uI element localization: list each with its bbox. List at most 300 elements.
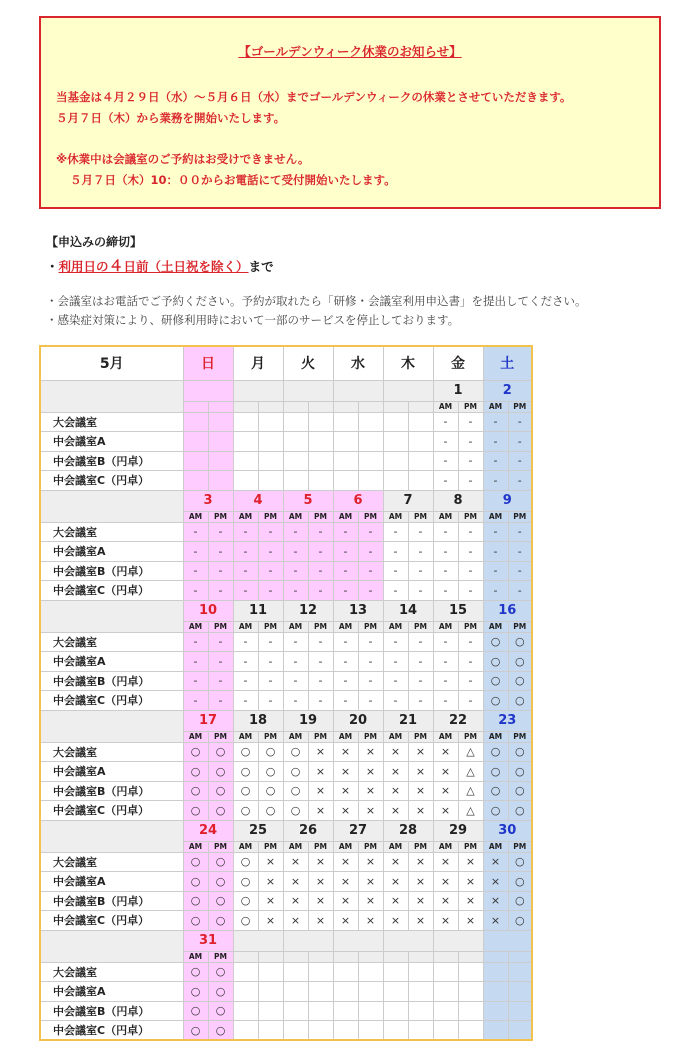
availability-cell: - bbox=[433, 581, 458, 601]
availability-cell: - bbox=[383, 561, 408, 581]
availability-cell: × bbox=[308, 801, 333, 821]
availability-cell: × bbox=[258, 891, 283, 911]
availability-cell: ○ bbox=[483, 632, 508, 652]
availability-cell: - bbox=[458, 522, 483, 542]
pm-label bbox=[408, 401, 433, 412]
availability-cell bbox=[383, 412, 408, 432]
am-label: AM bbox=[483, 401, 508, 412]
date-cell: 21 bbox=[383, 710, 433, 731]
date-cell: 26 bbox=[283, 820, 333, 841]
room-availability-row bbox=[40, 781, 532, 801]
availability-cell bbox=[183, 432, 208, 452]
date-cell: 16 bbox=[483, 600, 532, 621]
availability-cell: × bbox=[433, 762, 458, 782]
pm-label: PM bbox=[408, 511, 433, 522]
availability-cell: - bbox=[433, 542, 458, 562]
room-availability-row bbox=[40, 1001, 532, 1021]
room-availability-row bbox=[40, 691, 532, 711]
availability-cell: - bbox=[433, 412, 458, 432]
availability-cell bbox=[233, 982, 258, 1002]
date-cell: 27 bbox=[333, 820, 383, 841]
availability-cell: × bbox=[258, 872, 283, 892]
availability-cell bbox=[233, 1021, 258, 1041]
deadline-bullet: ・ bbox=[46, 259, 59, 274]
availability-cell bbox=[383, 962, 408, 982]
availability-cell: ○ bbox=[208, 911, 233, 931]
availability-cell: - bbox=[333, 652, 358, 672]
availability-cell bbox=[408, 982, 433, 1002]
date-cell bbox=[183, 380, 233, 401]
availability-cell bbox=[408, 432, 433, 452]
availability-cell: ○ bbox=[483, 671, 508, 691]
date-cell bbox=[283, 930, 333, 951]
availability-cell: ○ bbox=[508, 801, 532, 821]
am-label: AM bbox=[333, 841, 358, 852]
availability-cell: - bbox=[358, 561, 383, 581]
am-label bbox=[333, 951, 358, 962]
availability-cell: - bbox=[183, 652, 208, 672]
availability-cell bbox=[408, 451, 433, 471]
availability-cell: × bbox=[333, 891, 358, 911]
room-name: 大会議室 bbox=[40, 742, 183, 762]
weekday-header-3: 水 bbox=[333, 346, 383, 380]
pm-label: PM bbox=[508, 731, 532, 742]
availability-cell: ○ bbox=[258, 781, 283, 801]
availability-cell: × bbox=[458, 911, 483, 931]
availability-cell bbox=[458, 962, 483, 982]
availability-cell bbox=[308, 432, 333, 452]
availability-cell: ○ bbox=[233, 891, 258, 911]
availability-cell: × bbox=[408, 742, 433, 762]
room-name: 中会議室C（円卓） bbox=[40, 801, 183, 821]
am-label: AM bbox=[383, 621, 408, 632]
room-name: 中会議室A bbox=[40, 982, 183, 1002]
availability-cell: - bbox=[408, 671, 433, 691]
pm-label: PM bbox=[458, 841, 483, 852]
weekday-header-5: 金 bbox=[433, 346, 483, 380]
availability-cell: - bbox=[283, 581, 308, 601]
availability-cell: × bbox=[408, 762, 433, 782]
availability-cell: ○ bbox=[508, 891, 532, 911]
availability-cell: - bbox=[283, 632, 308, 652]
week-label-cell bbox=[40, 380, 183, 412]
availability-cell: × bbox=[308, 872, 333, 892]
weekday-header-6: 土 bbox=[483, 346, 532, 380]
availability-cell bbox=[258, 1001, 283, 1021]
notice-phone-start: ５月７日（木）10：００からお電話にて受付開始いたします。 bbox=[70, 173, 396, 187]
availability-cell: ○ bbox=[283, 801, 308, 821]
availability-cell: ○ bbox=[283, 781, 308, 801]
availability-cell: ○ bbox=[208, 962, 233, 982]
pm-label: PM bbox=[208, 621, 233, 632]
am-label: AM bbox=[333, 511, 358, 522]
availability-cell: - bbox=[233, 542, 258, 562]
availability-cell: - bbox=[258, 542, 283, 562]
availability-cell: - bbox=[433, 561, 458, 581]
date-cell: 11 bbox=[233, 600, 283, 621]
availability-cell bbox=[483, 1001, 508, 1021]
availability-cell bbox=[358, 1021, 383, 1041]
room-availability-row bbox=[40, 451, 532, 471]
availability-cell: - bbox=[458, 581, 483, 601]
availability-cell: - bbox=[483, 432, 508, 452]
availability-cell: - bbox=[458, 671, 483, 691]
date-cell: 7 bbox=[383, 490, 433, 511]
room-availability-row bbox=[40, 762, 532, 782]
availability-cell: × bbox=[283, 891, 308, 911]
availability-cell bbox=[383, 451, 408, 471]
pm-label: PM bbox=[408, 621, 433, 632]
availability-cell: × bbox=[308, 891, 333, 911]
availability-cell: - bbox=[308, 581, 333, 601]
date-cell: 28 bbox=[383, 820, 433, 841]
room-name: 中会議室C（円卓） bbox=[40, 471, 183, 491]
availability-cell: × bbox=[483, 872, 508, 892]
availability-cell: × bbox=[408, 891, 433, 911]
pm-label: PM bbox=[208, 951, 233, 962]
availability-cell: × bbox=[408, 872, 433, 892]
am-label: AM bbox=[333, 621, 358, 632]
am-label: AM bbox=[483, 621, 508, 632]
room-name: 中会議室B（円卓） bbox=[40, 451, 183, 471]
availability-cell bbox=[183, 451, 208, 471]
am-label: AM bbox=[233, 511, 258, 522]
availability-cell bbox=[508, 1001, 532, 1021]
availability-cell bbox=[408, 471, 433, 491]
am-label: AM bbox=[433, 621, 458, 632]
date-cell: 17 bbox=[183, 710, 233, 731]
availability-cell: × bbox=[308, 911, 333, 931]
availability-cell: ○ bbox=[508, 781, 532, 801]
availability-cell: ○ bbox=[233, 872, 258, 892]
availability-cell: × bbox=[458, 872, 483, 892]
am-label bbox=[283, 951, 308, 962]
availability-cell: × bbox=[483, 911, 508, 931]
am-label: AM bbox=[233, 841, 258, 852]
availability-cell: ○ bbox=[483, 742, 508, 762]
am-label bbox=[483, 951, 508, 962]
date-cell: 13 bbox=[333, 600, 383, 621]
availability-cell: × bbox=[408, 911, 433, 931]
availability-cell: - bbox=[383, 581, 408, 601]
availability-cell bbox=[333, 962, 358, 982]
availability-cell bbox=[258, 471, 283, 491]
availability-cell bbox=[308, 412, 333, 432]
week-label-cell bbox=[40, 820, 183, 852]
week-date-row bbox=[40, 930, 532, 951]
am-label bbox=[183, 401, 208, 412]
closure-notice-box bbox=[39, 16, 661, 209]
availability-cell bbox=[508, 962, 532, 982]
availability-cell: - bbox=[258, 632, 283, 652]
availability-cell: ○ bbox=[258, 801, 283, 821]
availability-cell bbox=[283, 1001, 308, 1021]
availability-cell: ○ bbox=[508, 852, 532, 872]
room-availability-row bbox=[40, 632, 532, 652]
availability-cell: - bbox=[408, 581, 433, 601]
pm-label: PM bbox=[508, 841, 532, 852]
availability-cell: ○ bbox=[508, 742, 532, 762]
availability-cell bbox=[358, 471, 383, 491]
date-cell: 23 bbox=[483, 710, 532, 731]
availability-cell bbox=[208, 451, 233, 471]
availability-cell: - bbox=[183, 542, 208, 562]
availability-cell: - bbox=[408, 561, 433, 581]
availability-cell bbox=[458, 982, 483, 1002]
date-cell bbox=[333, 380, 383, 401]
am-label: AM bbox=[183, 951, 208, 962]
availability-cell: ○ bbox=[483, 762, 508, 782]
availability-cell: - bbox=[333, 581, 358, 601]
availability-cell: × bbox=[383, 801, 408, 821]
availability-cell: - bbox=[183, 691, 208, 711]
availability-cell bbox=[283, 1021, 308, 1041]
pm-label: PM bbox=[458, 401, 483, 412]
weekday-header-4: 木 bbox=[383, 346, 433, 380]
availability-cell: × bbox=[483, 891, 508, 911]
availability-cell: - bbox=[433, 632, 458, 652]
availability-cell bbox=[183, 471, 208, 491]
availability-cell bbox=[483, 982, 508, 1002]
availability-cell: - bbox=[458, 432, 483, 452]
availability-cell: ○ bbox=[208, 982, 233, 1002]
availability-cell: ○ bbox=[508, 671, 532, 691]
room-availability-row bbox=[40, 982, 532, 1002]
deadline-red-text bbox=[59, 259, 249, 274]
availability-cell: - bbox=[508, 412, 532, 432]
availability-cell bbox=[483, 962, 508, 982]
availability-cell: × bbox=[333, 781, 358, 801]
availability-cell: × bbox=[358, 762, 383, 782]
am-label bbox=[233, 401, 258, 412]
availability-cell: × bbox=[408, 781, 433, 801]
availability-cell: - bbox=[358, 632, 383, 652]
availability-cell: ○ bbox=[183, 852, 208, 872]
pm-label: PM bbox=[508, 401, 532, 412]
availability-cell: △ bbox=[458, 801, 483, 821]
availability-cell: - bbox=[258, 561, 283, 581]
availability-cell: - bbox=[483, 561, 508, 581]
room-name: 大会議室 bbox=[40, 962, 183, 982]
availability-cell: × bbox=[433, 852, 458, 872]
am-label bbox=[283, 401, 308, 412]
availability-cell bbox=[333, 1001, 358, 1021]
availability-cell bbox=[283, 412, 308, 432]
date-cell bbox=[433, 930, 483, 951]
date-cell: 31 bbox=[183, 930, 233, 951]
week-date-row bbox=[40, 490, 532, 511]
room-name: 中会議室A bbox=[40, 432, 183, 452]
availability-cell bbox=[383, 982, 408, 1002]
date-cell bbox=[383, 380, 433, 401]
availability-cell: - bbox=[358, 542, 383, 562]
pm-label bbox=[308, 951, 333, 962]
availability-cell: ○ bbox=[183, 872, 208, 892]
availability-cell: - bbox=[258, 691, 283, 711]
pm-label: PM bbox=[358, 731, 383, 742]
availability-cell: × bbox=[308, 742, 333, 762]
weekday-header-2: 火 bbox=[283, 346, 333, 380]
room-name: 中会議室C（円卓） bbox=[40, 581, 183, 601]
am-label bbox=[433, 951, 458, 962]
availability-cell bbox=[258, 982, 283, 1002]
availability-cell bbox=[333, 1021, 358, 1041]
date-cell: 2 bbox=[483, 380, 532, 401]
notice-no-reservations: ※休業中は会議室のご予約はお受けできません。 bbox=[56, 152, 310, 166]
deadline-red-a: 利用日の bbox=[58, 259, 109, 274]
availability-cell: - bbox=[283, 652, 308, 672]
am-label: AM bbox=[233, 621, 258, 632]
availability-cell: - bbox=[458, 652, 483, 672]
availability-cell bbox=[333, 471, 358, 491]
availability-cell: ○ bbox=[233, 801, 258, 821]
pm-label bbox=[208, 401, 233, 412]
availability-cell: - bbox=[483, 522, 508, 542]
availability-cell: ○ bbox=[283, 742, 308, 762]
availability-cell: - bbox=[208, 581, 233, 601]
availability-cell: - bbox=[458, 561, 483, 581]
availability-cell bbox=[383, 1001, 408, 1021]
pm-label: PM bbox=[308, 841, 333, 852]
availability-cell: × bbox=[433, 911, 458, 931]
availability-cell bbox=[333, 412, 358, 432]
availability-cell: - bbox=[383, 542, 408, 562]
availability-cell: ○ bbox=[183, 1001, 208, 1021]
pm-label: PM bbox=[458, 731, 483, 742]
availability-cell bbox=[383, 432, 408, 452]
date-cell: 3 bbox=[183, 490, 233, 511]
pm-label bbox=[258, 951, 283, 962]
availability-cell: ○ bbox=[233, 781, 258, 801]
availability-cell: × bbox=[433, 781, 458, 801]
availability-cell: - bbox=[208, 542, 233, 562]
availability-cell: - bbox=[483, 542, 508, 562]
date-cell: 12 bbox=[283, 600, 333, 621]
date-cell bbox=[233, 930, 283, 951]
availability-cell: × bbox=[433, 891, 458, 911]
am-label bbox=[233, 951, 258, 962]
availability-cell: ○ bbox=[208, 781, 233, 801]
am-label bbox=[383, 951, 408, 962]
week-label-cell bbox=[40, 490, 183, 522]
am-label: AM bbox=[333, 731, 358, 742]
availability-cell: × bbox=[258, 852, 283, 872]
am-label: AM bbox=[433, 401, 458, 412]
availability-cell: ○ bbox=[508, 762, 532, 782]
availability-cell: × bbox=[308, 762, 333, 782]
availability-cell: × bbox=[433, 801, 458, 821]
availability-cell: - bbox=[408, 691, 433, 711]
availability-cell bbox=[308, 1021, 333, 1041]
date-cell: 8 bbox=[433, 490, 483, 511]
availability-cell bbox=[258, 412, 283, 432]
availability-cell bbox=[233, 412, 258, 432]
availability-cell: - bbox=[358, 671, 383, 691]
room-name: 中会議室A bbox=[40, 542, 183, 562]
room-name: 中会議室A bbox=[40, 652, 183, 672]
availability-cell: - bbox=[508, 471, 532, 491]
availability-cell: - bbox=[508, 451, 532, 471]
availability-cell: - bbox=[308, 671, 333, 691]
info-service-suspension: ・感染症対策により、研修利用時において一部のサービスを停止しております。 bbox=[46, 313, 460, 327]
availability-cell bbox=[233, 451, 258, 471]
am-label: AM bbox=[433, 731, 458, 742]
availability-cell: ○ bbox=[183, 742, 208, 762]
availability-cell: - bbox=[283, 522, 308, 542]
room-availability-row bbox=[40, 561, 532, 581]
weekday-header-0: 日 bbox=[183, 346, 233, 380]
availability-cell: ○ bbox=[508, 632, 532, 652]
am-label: AM bbox=[183, 511, 208, 522]
availability-cell: ○ bbox=[233, 762, 258, 782]
availability-cell: ○ bbox=[283, 762, 308, 782]
availability-cell: × bbox=[333, 801, 358, 821]
room-name: 中会議室A bbox=[40, 872, 183, 892]
availability-cell bbox=[258, 432, 283, 452]
availability-cell: ○ bbox=[183, 911, 208, 931]
availability-cell: - bbox=[233, 561, 258, 581]
pm-label bbox=[458, 951, 483, 962]
am-label: AM bbox=[233, 731, 258, 742]
am-label: AM bbox=[433, 511, 458, 522]
date-cell: 9 bbox=[483, 490, 532, 511]
availability-cell bbox=[358, 962, 383, 982]
availability-cell: - bbox=[433, 432, 458, 452]
weekday-header-row bbox=[40, 346, 532, 380]
availability-cell: ○ bbox=[233, 852, 258, 872]
week-label-cell bbox=[40, 600, 183, 632]
availability-cell bbox=[308, 451, 333, 471]
availability-cell: × bbox=[358, 872, 383, 892]
availability-cell: - bbox=[183, 632, 208, 652]
weekday-header-1: 月 bbox=[233, 346, 283, 380]
date-cell: 20 bbox=[333, 710, 383, 731]
am-label: AM bbox=[183, 621, 208, 632]
availability-cell bbox=[358, 982, 383, 1002]
date-cell: 25 bbox=[233, 820, 283, 841]
room-availability-row bbox=[40, 1021, 532, 1041]
availability-cell: - bbox=[483, 412, 508, 432]
reservation-calendar bbox=[39, 345, 533, 1041]
availability-cell: × bbox=[358, 781, 383, 801]
availability-cell: - bbox=[383, 671, 408, 691]
availability-cell: ○ bbox=[183, 781, 208, 801]
availability-cell: - bbox=[183, 581, 208, 601]
availability-cell: - bbox=[308, 691, 333, 711]
am-label: AM bbox=[183, 731, 208, 742]
availability-cell: - bbox=[208, 632, 233, 652]
availability-cell bbox=[308, 982, 333, 1002]
availability-cell: - bbox=[308, 542, 333, 562]
availability-cell: - bbox=[508, 542, 532, 562]
availability-cell: ○ bbox=[508, 691, 532, 711]
am-label: AM bbox=[383, 511, 408, 522]
availability-cell: - bbox=[283, 542, 308, 562]
deadline-heading: 【申込みの締切】 bbox=[46, 235, 143, 249]
availability-cell: △ bbox=[458, 781, 483, 801]
date-cell: 14 bbox=[383, 600, 433, 621]
availability-cell: × bbox=[358, 891, 383, 911]
availability-cell: - bbox=[458, 691, 483, 711]
availability-cell bbox=[433, 1021, 458, 1041]
availability-cell bbox=[333, 432, 358, 452]
availability-cell: ○ bbox=[233, 742, 258, 762]
availability-cell: ○ bbox=[183, 962, 208, 982]
date-cell bbox=[483, 930, 532, 951]
availability-cell: - bbox=[458, 471, 483, 491]
date-cell: 10 bbox=[183, 600, 233, 621]
pm-label bbox=[308, 401, 333, 412]
